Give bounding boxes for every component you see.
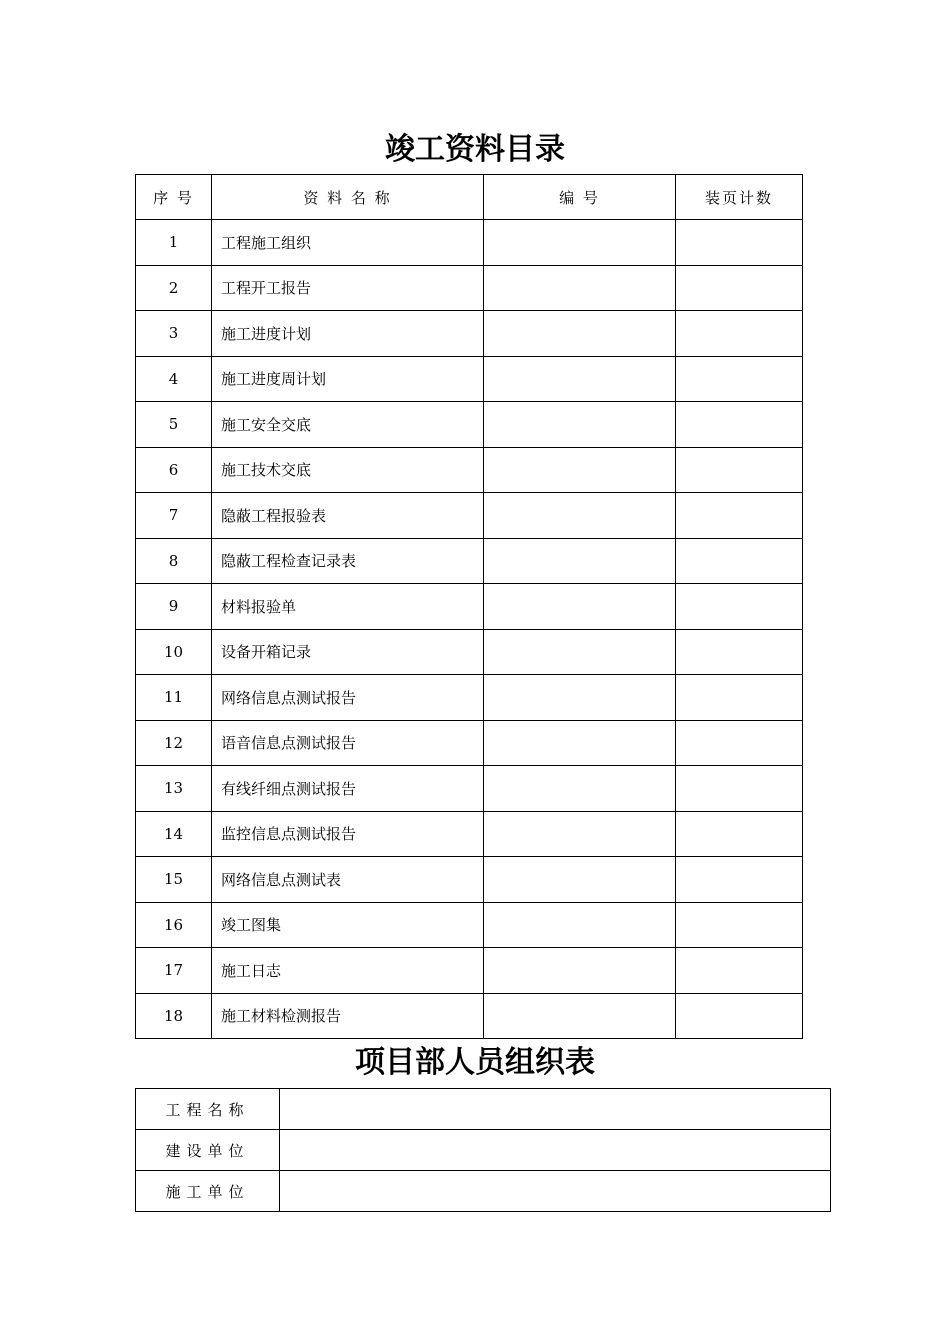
row-serial-number: 17 bbox=[136, 948, 212, 994]
row-serial-number: 7 bbox=[136, 493, 212, 539]
org-table bbox=[135, 1088, 831, 1212]
row-code-cell bbox=[484, 811, 676, 857]
table-row bbox=[136, 629, 803, 675]
row-code-cell bbox=[484, 493, 676, 539]
table-row bbox=[136, 811, 803, 857]
row-document-name: 网络信息点测试报告 bbox=[212, 675, 484, 721]
table-row bbox=[136, 584, 803, 630]
table-row bbox=[136, 766, 803, 812]
row-document-name: 施工材料检测报告 bbox=[212, 993, 484, 1039]
row-document-name: 隐蔽工程检查记录表 bbox=[212, 538, 484, 584]
row-document-name: 设备开箱记录 bbox=[212, 629, 484, 675]
table-row bbox=[136, 220, 803, 266]
org-row bbox=[136, 1089, 831, 1130]
header-serial-number: 序 号 bbox=[136, 175, 212, 220]
row-page-count-cell bbox=[676, 402, 803, 448]
table-row bbox=[136, 902, 803, 948]
row-serial-number: 8 bbox=[136, 538, 212, 584]
row-code-cell bbox=[484, 902, 676, 948]
table-row bbox=[136, 720, 803, 766]
row-serial-number: 18 bbox=[136, 993, 212, 1039]
row-page-count-cell bbox=[676, 720, 803, 766]
org-title: 项目部人员组织表 bbox=[355, 1045, 595, 1080]
row-page-count-cell bbox=[676, 675, 803, 721]
row-serial-number: 5 bbox=[136, 402, 212, 448]
row-code-cell bbox=[484, 447, 676, 493]
org-row-value bbox=[280, 1130, 831, 1171]
row-page-count-cell bbox=[676, 948, 803, 994]
org-row bbox=[136, 1130, 831, 1171]
row-code-cell bbox=[484, 766, 676, 812]
org-row-label: 施工单位 bbox=[136, 1171, 280, 1212]
row-page-count-cell bbox=[676, 538, 803, 584]
row-page-count-cell bbox=[676, 447, 803, 493]
row-serial-number: 16 bbox=[136, 902, 212, 948]
table-row bbox=[136, 675, 803, 721]
row-page-count-cell bbox=[676, 220, 803, 266]
row-document-name: 语音信息点测试报告 bbox=[212, 720, 484, 766]
table-row bbox=[136, 493, 803, 539]
row-code-cell bbox=[484, 629, 676, 675]
table-row bbox=[136, 311, 803, 357]
header-page-count: 装页计数 bbox=[676, 175, 803, 220]
row-code-cell bbox=[484, 948, 676, 994]
row-serial-number: 13 bbox=[136, 766, 212, 812]
row-serial-number: 1 bbox=[136, 220, 212, 266]
row-page-count-cell bbox=[676, 993, 803, 1039]
row-code-cell bbox=[484, 265, 676, 311]
row-document-name: 监控信息点测试报告 bbox=[212, 811, 484, 857]
org-row-value bbox=[280, 1171, 831, 1212]
row-page-count-cell bbox=[676, 811, 803, 857]
row-document-name: 材料报验单 bbox=[212, 584, 484, 630]
row-document-name: 竣工图集 bbox=[212, 902, 484, 948]
table-row bbox=[136, 356, 803, 402]
table-row bbox=[136, 402, 803, 448]
row-code-cell bbox=[484, 720, 676, 766]
row-page-count-cell bbox=[676, 584, 803, 630]
row-code-cell bbox=[484, 993, 676, 1039]
table-row bbox=[136, 993, 803, 1039]
catalog-table bbox=[135, 174, 803, 1039]
row-document-name: 施工技术交底 bbox=[212, 447, 484, 493]
row-document-name: 施工进度计划 bbox=[212, 311, 484, 357]
row-code-cell bbox=[484, 675, 676, 721]
row-code-cell bbox=[484, 220, 676, 266]
row-code-cell bbox=[484, 311, 676, 357]
catalog-header-row bbox=[136, 175, 803, 220]
row-code-cell bbox=[484, 356, 676, 402]
row-page-count-cell bbox=[676, 766, 803, 812]
row-page-count-cell bbox=[676, 857, 803, 903]
row-document-name: 工程施工组织 bbox=[212, 220, 484, 266]
row-serial-number: 11 bbox=[136, 675, 212, 721]
table-row bbox=[136, 857, 803, 903]
row-document-name: 工程开工报告 bbox=[212, 265, 484, 311]
row-serial-number: 15 bbox=[136, 857, 212, 903]
org-row-value bbox=[280, 1089, 831, 1130]
row-serial-number: 4 bbox=[136, 356, 212, 402]
row-code-cell bbox=[484, 538, 676, 584]
row-serial-number: 10 bbox=[136, 629, 212, 675]
row-page-count-cell bbox=[676, 493, 803, 539]
row-serial-number: 6 bbox=[136, 447, 212, 493]
row-code-cell bbox=[484, 402, 676, 448]
catalog-title: 竣工资料目录 bbox=[385, 132, 565, 167]
row-document-name: 施工进度周计划 bbox=[212, 356, 484, 402]
org-row bbox=[136, 1171, 831, 1212]
row-document-name: 网络信息点测试表 bbox=[212, 857, 484, 903]
row-document-name: 施工安全交底 bbox=[212, 402, 484, 448]
row-document-name: 隐蔽工程报验表 bbox=[212, 493, 484, 539]
row-page-count-cell bbox=[676, 311, 803, 357]
org-body bbox=[136, 1089, 831, 1212]
table-row bbox=[136, 948, 803, 994]
header-code: 编 号 bbox=[484, 175, 676, 220]
row-page-count-cell bbox=[676, 902, 803, 948]
row-page-count-cell bbox=[676, 629, 803, 675]
row-serial-number: 3 bbox=[136, 311, 212, 357]
row-serial-number: 14 bbox=[136, 811, 212, 857]
row-document-name: 有线纤细点测试报告 bbox=[212, 766, 484, 812]
header-document-name: 资 料 名 称 bbox=[212, 175, 484, 220]
row-page-count-cell bbox=[676, 265, 803, 311]
org-row-label: 建设单位 bbox=[136, 1130, 280, 1171]
catalog-body bbox=[136, 220, 803, 1039]
row-code-cell bbox=[484, 584, 676, 630]
table-row bbox=[136, 265, 803, 311]
row-page-count-cell bbox=[676, 356, 803, 402]
row-serial-number: 9 bbox=[136, 584, 212, 630]
row-serial-number: 12 bbox=[136, 720, 212, 766]
table-row bbox=[136, 538, 803, 584]
row-document-name: 施工日志 bbox=[212, 948, 484, 994]
table-row bbox=[136, 447, 803, 493]
row-serial-number: 2 bbox=[136, 265, 212, 311]
org-row-label: 工程名称 bbox=[136, 1089, 280, 1130]
row-code-cell bbox=[484, 857, 676, 903]
